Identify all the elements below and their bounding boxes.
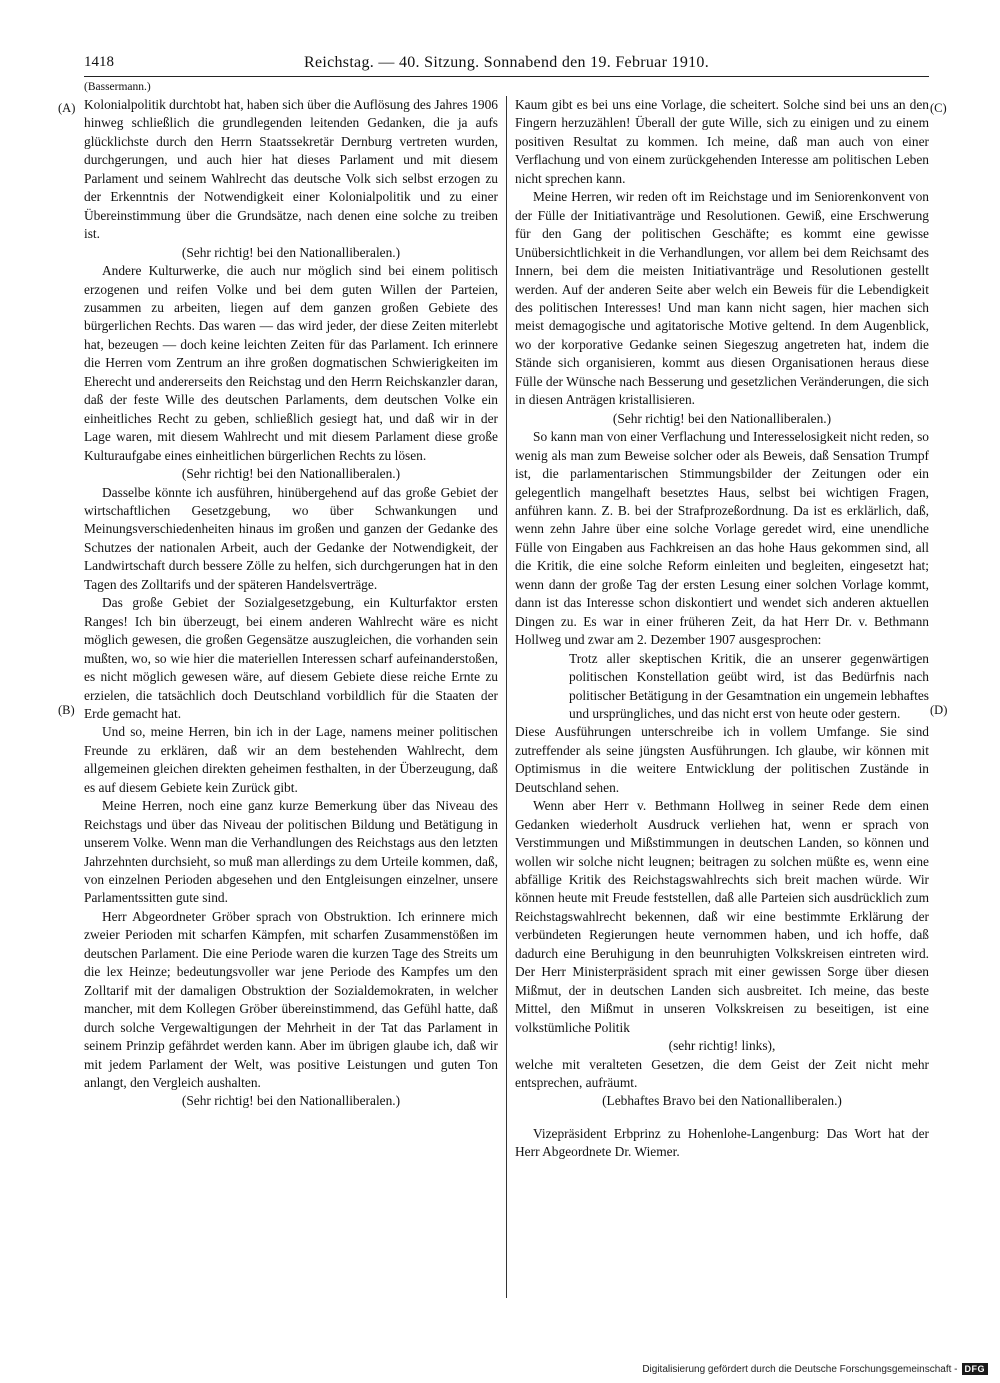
paragraph: Und so, meine Herren, bin ich in der Lage, namens meiner politischen Freunde zu erklären, daß wir an dem bestehenden Wahlrecht, dem allgemeinen gleichen direkten geheimen festhalten, in der Überzeugung, daß es auf diesem Gebiete kein Zurück gibt. [84,724,498,795]
applause-note: (Sehr richtig! bei den Nationalliberalen.) [181,1093,401,1109]
speaker-label: (Bassermann.) [84,81,151,93]
margin-marker-c: (C) [930,101,947,115]
block-quote: Trotz aller skeptischen Kritik, die an unserer gegenwärtigen politischen Konstellation geübt wird, ist das Bedürfnis nach politischer Betätigung in der Gesamtnation ein ungemein lebhaftes und ursprüngliches, und das nicht erst von heute oder gestern. [569,650,929,721]
column-divider [506,96,507,1298]
footer [642,1363,988,1375]
paragraph: Dasselbe könnte ich ausführen, hinübergehend auf das große Gebiet der wirtschaftlichen Gesetzgebung, wo über Schwankungen und Meinungsverschiedenheiten hinaus im großen und ganzen der Gedanke des Schutzes der nationalen Arbeit, auch der Gedanke der Notwendigkeit, der Landwirtschaft durch bessere Zölle zu helfen, sich durchgerungen hat in den Tagen des Zolltarifs und der späteren Handelsverträge. [84,484,498,592]
paragraph: Kaum gibt es bei uns eine Vorlage, die scheitert. Solche sind bei uns an den Fingern herzuzählen! Überall der gute Wille, sich zu einigen und zu einem positiven Resultat zu kommen. Ich meine, daß man auch von einer Verflachung und von einem zurückgehenden Interesse am politischen Leben nicht sprechen kann. [515,97,929,186]
paragraph: Das große Gebiet der Sozialgesetzgebung, ein Kulturfaktor ersten Ranges! Ich bin überzeugt, bei einem anderen Wahlrecht wäre es nicht möglich gewesen, die großen Gegensätze auszugleichen, die vorhanden sein mußten, wo, so wie hier die materiellen Interessen scharf aufeinanderstoßen, es nicht möglich gewesen wäre, auf diesem Gebiete diese reiche Ernte zu erzielen, die tatsächlich doch Deutschland vorbildlich für die Staaten der Erde gemacht hat. [84,595,498,721]
paragraph: Wenn aber Herr v. Bethmann Hollweg in seiner Rede dem einen Gedanken wiederholt Ausdruck verliehen hat, wenn er sprach von Verstimmungen und Mißstimmungen in deutschen Landen, so können und wollen wir solche nicht leugnen; beitragen zu solchen müßte es, wenn eine abfällige Kritik des Reichstagswahlrechts sich breit machen würde. Wir können heute mit Freude feststellen, daß alle Parteien sich ausdrücklich zum Reichstagswahlrecht bekennen, daß wir eine bestimmte Erklärung der verbündeten Regierungen heute vernommen haben, und ich hoffe, daß dadurch eine Beruhigung in den beunruhigten Volkskreisen eintreten wird. Der Herr Ministerpräsident sprach mit einer gewissen Sorge über diesen Mißmut, der in deutschen Landen sich ausbreitet. Ich meine, das beste Mittel, den Mißmut in unseren Volkskreisen zu beseitigen, ist eine volkstümliche Politik [515,798,929,1035]
left-column [84,96,498,1306]
applause-note: (Sehr richtig! bei den Nationalliberalen.) [181,466,401,482]
paragraph: Herr Abgeordneter Gröber sprach von Obstruktion. Ich erinnere mich zweier Perioden mit scharfen Kämpfen, mit scharfen Zusammenstößen im deutschen Parlament. Die eine Periode waren die kurzen Tage des Streits um die lex Heinze; bedeutungsvoller war jene Periode des Kampfes um den Zolltarif mit der damaligen Obstruktion der Sozialdemokraten, in welcher mancher, mit dem Kollegen Gröber übereinstimmend, das Gefühl hatte, daß durch solche Vergewaltigungen der Mehrheit in der Tat das Parlament in seinem Prinzip gefährdet werden kann. Aber im übrigen glaube ich, daß wir mit jedem Parlament der Welt, was positive Leistungen und guten Ton anlangt, den Vergleich aushalten. [84,908,498,1091]
dfg-logo-icon: DFG [962,1363,989,1375]
paragraph: Diese Ausführungen unterschreibe ich in vollem Umfange. Sie sind zutreffender als seine jüngsten Ausführungen. Ich glaube, wir können mit Optimismus in die weitere Entwicklung der politischen Zustände in Deutschland sehen. [515,724,929,795]
margin-marker-b: (B) [58,703,75,717]
paragraph: Andere Kulturwerke, die auch nur möglich sind bei einem politisch erzogenen und reifen Volke und bei dem guten Willen der Parteien, zusammen zu arbeiten, liegen auf dem ganzen großen Gebiete des bürgerlichen Rechts. Das waren — das wird jeder, der diese Zeiten miterlebt hat, bezeugen — doch keine leichten Zeiten für das Parlament. Ich erinnere die Herren vom Zentrum an ihre großen dogmatischen Schwierigkeiten im Eherecht und andererseits den Reichstag und den Herrn Reichskanzler daran, daß der feste Wille des deutschen Parlaments, dem deutschen Volke ein einheitliches Recht zu geben, schließlich gesiegt hat, und daß wir in der Lage waren, mit diesem Wahlrecht und mit diesem Parlament diese große Kulturaufgabe eines einheitlichen bürgerlichen Rechts zu lösen. [84,263,498,463]
paragraph: Meine Herren, noch eine ganz kurze Bemerkung über das Niveau des Reichstags und über das Niveau der politischen Bildung und Betätigung in unserem Volke. Wenn man die Verhandlungen des Reichstags aus den letzten Jahrzehnten durchsieht, so muß man allerdings zu dem Urteile kommen, daß, von einzelnen Perioden abgesehen und den Entgleisungen einzelner, unsere Parlamentssitten gute sind. [84,798,498,906]
margin-marker-d: (D) [930,703,948,717]
page-number: 1418 [84,54,114,70]
paragraph: So kann man von einer Verflachung und Interesselosigkeit nicht reden, so wenig als man zum Beweise solcher oder als Beweis, daß Sensation Trumpf ist, die parlamentarischen Stimmungsbilder der Zeitungen oder ein gelegentlich mangelhaft besetztes Haus, selbst bei wichtigen Fragen, anführen kann. Z. B. bei der Strafprozeßordnung. Da ist es erklärlich, daß, wenn zehn Jahre über eine solche Vorlage geredet wird, eine unendliche Fülle von Eingaben aus Fachkreisen an das hohe Haus gekommen sind, all die Kritik, die eine solche Reform einleiten und begleiten, eingesetzt hat; wenn dann der große Tag der ersten Lesung einer solchen Vorlage kommt, dann ist das Interesse schon diskontiert und wendet sich anderen aktuellen Dingen zu. Es war in einer früheren Zeit, da hat Herr Dr. v. Bethmann Hollweg und zwar am 2. Dezember 1907 ausgesprochen: [515,429,929,648]
running-title: Reichstag. — 40. Sitzung. Sonnabend den 19. Februar 1910. [303,54,710,71]
paragraph: welche mit veralteten Gesetzen, die dem Geist der Zeit nicht mehr entsprechen, aufräumt. [515,1056,929,1091]
paragraph: Vizepräsident Erbprinz zu Hohenlohe-Langenburg: Das Wort hat der Herr Abgeordnete Dr. Wiemer. [515,1125,929,1160]
applause-note: (sehr richtig! links), [668,1038,776,1054]
footer-text: Digitalisierung gefördert durch die Deutsche Forschungsgemeinschaft - [642,1363,958,1375]
applause-note: (Lebhaftes Bravo bei den Nationalliberalen.) [602,1093,842,1109]
page-header [84,50,929,77]
spacer [515,1111,929,1125]
applause-note: (Sehr richtig! bei den Nationalliberalen.) [612,410,832,426]
margin-marker-a: (A) [58,101,76,115]
paragraph: Kolonialpolitik durchtobt hat, haben sich über die Auflösung des Jahres 1906 hinweg schließlich die grundlegenden leitenden Gedanken, die ja aufs glücklichste durch den Herrn Staatssekretär Dernburg vertreten wurden, durchgerungen, und auch hier hat dieses Parlament und mit diesem Parlament und seinem Wahlrecht das deutsche Volk sich selbst erzogen zu der Erkenntnis der Notwendigkeit einer Kolonialpolitik und zu einer Übereinstimmung über die Grundsätze, nach denen eine solche zu treiben ist. [84,97,498,242]
applause-note: (Sehr richtig! bei den Nationalliberalen.) [181,244,401,260]
paragraph: Meine Herren, wir reden oft im Reichstage und im Seniorenkonvent von der Fülle der Initiativanträge und Resolutionen. Gewiß, eine Erschwerung für den Gang der politischen Geschäfte; es kommt eine gewisse Unübersichtlichkeit in die Verhandlungen, vor allem bei dem Reichsamt des Innern, bei dem die meisten Initiativanträge und Resolutionen gestellt werden. Auf der anderen Seite aber welch ein Beweis für die Lebendigkeit des politischen Interesses! Und man kann nicht sagen, hier machen sich meist demagogische und agitatorische Motive geltend. In dem Augenblick, wo der korporative Gedanke seinen Siegeszug angetreten hat, indem die Stände sich organisieren, kommt aus diesen Organisationen heraus diese Fülle der Wünsche nach Besserung und gesetzlichen Veränderungen, die sich in diesen Anträgen kristallisieren. [515,189,929,408]
right-column [515,96,929,1306]
